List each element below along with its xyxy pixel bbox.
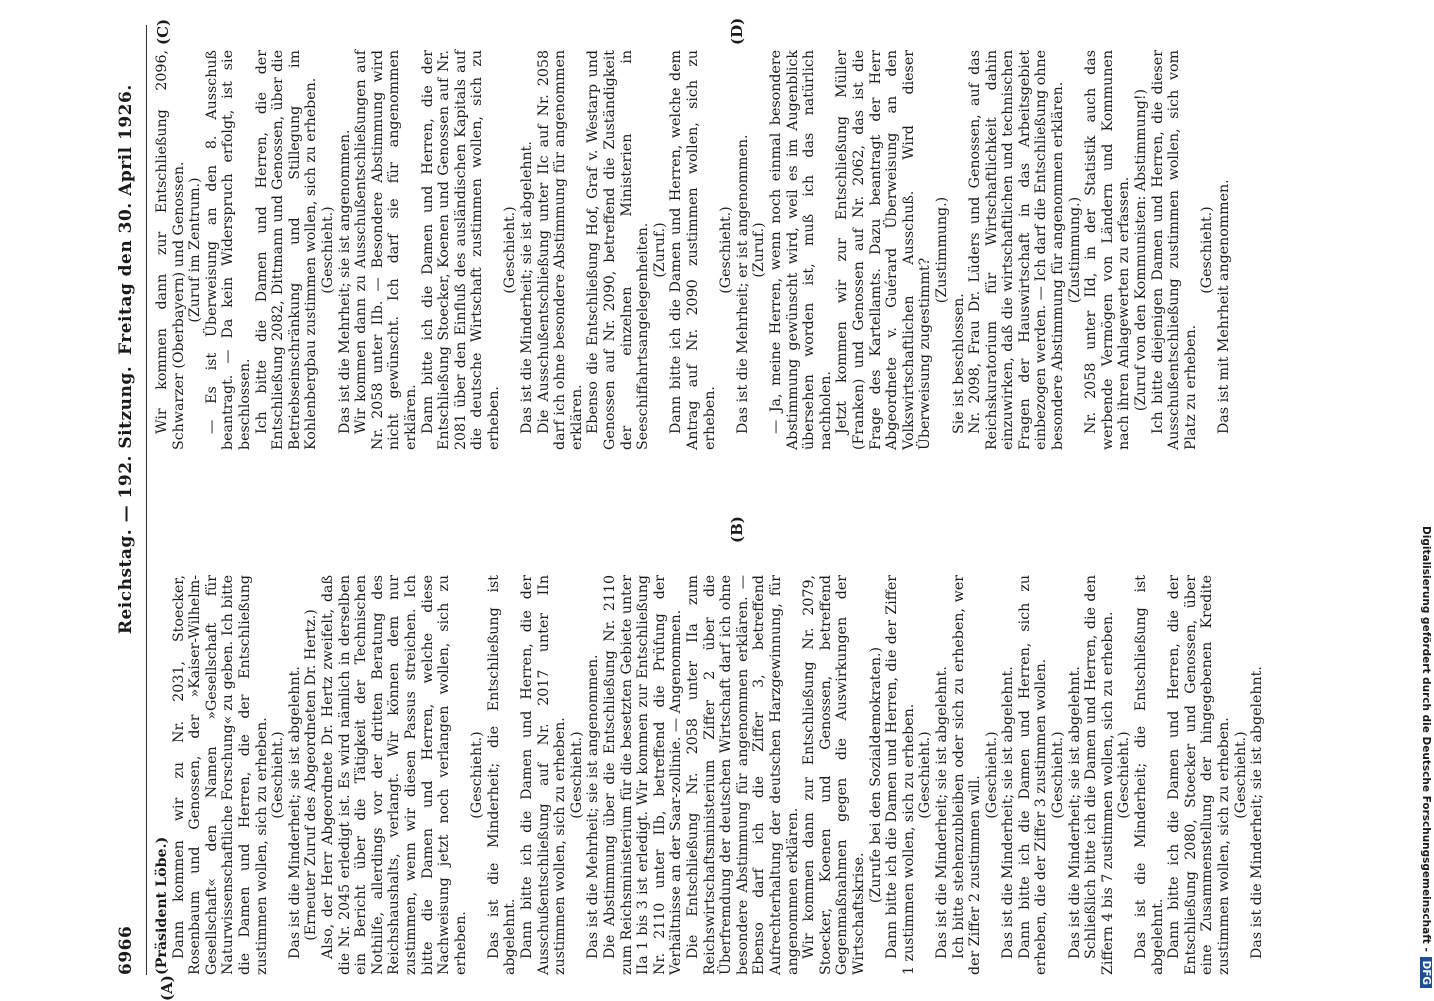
stage-direction: (Zurufe bei den Sozialdemokraten.) [867, 646, 884, 904]
digitization-text: Digitalisierung gefördert durch die Deutsche Forschungsgemeinschaft - [1420, 526, 1432, 952]
paragraph: Das ist die Minderheit; sie ist abgelehnt. [933, 666, 950, 959]
paragraph: Das ist die Minderheit; sie ist abgelehnt. [1249, 666, 1266, 959]
stage-direction: (Zuruf.) [651, 222, 668, 278]
paragraph: Dann bitte ich die Damen und Herren, die der Entschließung Stoecker, Koenen und Genossen auf Nr. 2081 über den Einfluß des ausländischen Kapitals auf die deutsche Wirtschaft zustimmen wollen, sich zu erheben. [419, 50, 502, 450]
paragraph: Dann bitte ich die Damen und Herren, die der Ziffer 1 zustimmen wollen, sich zu erheben. [884, 575, 917, 975]
right-column [154, 50, 1233, 450]
margin-mark-b: (B) [728, 516, 746, 543]
stage-direction: (Geschieht.) [1116, 731, 1133, 819]
stage-direction: (Geschieht.) [983, 731, 1000, 819]
paragraph: Nr. 2098, Frau Dr. Lüders und Genossen, auf das Reichskuratorium für Wirtschaftlichkeit dahin einzuwirken, daß die wirtschaftlichen und technischen Fragen der Hauswirtschaft in das Arbeitsgebiet einbezogen werden. — Ich darf die Entschließung ohne besondere Abstimmung für angenommen erklären. [967, 50, 1067, 450]
paragraph: Dann bitte ich die Damen und Herren, welche dem Antrag auf Nr. 2090 zustimmen wollen, sich zu erheben. [668, 50, 718, 450]
paragraph: Die Entschließung Nr. 2058 unter IIa zum Reichswirtschaftsministerium Ziffer 2 über die Überfremdung der deutschen Wirtschaft darf ich ohne besondere Abstimmung für angenommen erklären. — Ebenso darf ich die Ziffer 3, betreffend Aufrechterhaltung der deutschen Harzgewinnung, für angenommen erklären. [685, 575, 801, 975]
stage-direction: (Zuruf von den Kommunisten: Abstimmung!) [1133, 88, 1150, 412]
stage-direction: (Geschieht.) [568, 731, 585, 819]
paragraph: Dann bitte ich die Damen und Herren, die der Entschließung 2080, Stoecker und Genossen, über eine Zusammenstellung der hingegebenen Kredite zustimmen wollen, sich zu erheben. [1166, 575, 1232, 975]
paragraph: Wir kommen dann zur Entschließung Nr. 2079, Stoecker, Koenen und Genossen, betreffend Gegenmaßnahmen gegen die Auswirkungen der Wirtschaftskrise. [801, 575, 867, 975]
speaker-heading: (Präsident Löbe.) [154, 836, 170, 975]
paragraph: Schließlich bitte ich die Damen und Herren, die den Ziffern 4 bis 7 zustimmen wollen, sich zu erheben. [1083, 575, 1116, 975]
paragraph: Sie ist beschlossen. [950, 293, 967, 434]
paragraph: Jetzt kommen wir zur Entschließung Müller (Franken) und Genossen auf Nr. 2062, das ist die Frage des Kartellamts. Dazu beantragt der Herr Abgeordnete v. Guérard Überweisung an den Volkswirtschaftlichen Ausschuß. Wird dieser Überweisung zugestimmt? [834, 50, 934, 450]
stage-direction: (Erneuter Zuruf des Abgeordneten Dr. Hertz.) [303, 609, 320, 941]
stage-direction: (Geschieht.) [270, 731, 287, 819]
paragraph: Also, der Herr Abgeordnete Dr. Hertz zweifelt, daß die Nr. 2045 erledigt ist. Es wird nämlich in derselben ein Bericht über die Tätigkeit der Technischen Nothilfe, allerdings vor der dritten Beratung des Reichshaushalts, verlangt. Wir können dem nur zustimmen, wenn wir diesen Passus streichen. Ich bitte die Damen und Herren, welche diese Nachweisung jetzt noch verlangen wollen, sich zu erheben. [319, 575, 469, 975]
margin-mark-a: (A) [158, 975, 176, 1001]
page-number: 6966 [116, 925, 136, 975]
paragraph: Das ist die Minderheit; sie ist abgelehnt. [1000, 666, 1017, 959]
stage-direction: (Geschieht.) [319, 206, 336, 294]
paragraph: Ich bitte stehenzubleiben oder sich zu erheben, wer der Ziffer 2 zustimmen will. [950, 575, 984, 975]
paragraph: Das ist die Mehrheit; er ist angenommen. [734, 134, 751, 434]
paragraph: Das ist die Minderheit; die Entschließung ist abgelehnt. [1133, 575, 1166, 975]
stage-direction: (Geschieht.) [1232, 731, 1249, 819]
left-column [154, 575, 1266, 975]
paragraph: Ich bitte diejenigen Damen und Herren, die dieser Ausschußentschließung zustimmen wollen, sich vom Platz zu erheben. [1149, 50, 1199, 450]
paragraph: Dann bitte ich die Damen und Herren, sich zu erheben, die der Ziffer 3 zustimmen wollen. [1016, 575, 1050, 975]
paragraph: Das ist mit Mehrheit angenommen. [1216, 179, 1232, 434]
paragraph: Das ist die Minderheit; sie ist abgelehnt. [1066, 666, 1083, 959]
stage-direction: (Zustimmung.) [933, 196, 950, 304]
stage-direction: (Zuruf.) [751, 222, 768, 278]
paragraph: Das ist die Mehrheit; sie ist angenommen. [585, 654, 602, 959]
paragraph: Wir kommen dann zur Entschließung 2096, Schwarzer (Oberbayern) und Genossen. [154, 50, 187, 450]
header-rule [146, 25, 147, 975]
paragraph: Wir kommen dann zu Ausschußentschließungen auf Nr. 2058 unter IIb. — Besondere Abstimmung wird nicht gewünscht. Ich darf sie für angenommen erklären. [353, 50, 419, 450]
stage-direction: (Geschieht.) [917, 731, 934, 819]
dfg-logo: DFG [1420, 957, 1432, 988]
paragraph: Dann kommen wir zu Nr. 2031, Stoecker, Rosenbaum und Genossen, der »Kaiser-Wilhelm-Gesellschaft« den Namen »Gesellschaft für Naturwissenschaftliche Forschung« zu geben. Ich bitte die Damen und Herren, die der Entschließung zustimmen wollen, sich zu erheben. [170, 575, 270, 975]
stage-direction: (Geschieht.) [1050, 731, 1067, 819]
digitization-note [1418, 8, 1432, 988]
paragraph: Die Ausschußentschließung unter IIc auf Nr. 2058 darf ich ohne besondere Abstimmung für angenommen erklären. [535, 50, 585, 450]
paragraph: Das ist die Mehrheit; sie ist angenommen. [336, 129, 353, 434]
paragraph: Das ist die Minderheit; sie ist abgelehnt. [286, 666, 303, 959]
margin-mark-d: (D) [728, 17, 746, 45]
stage-direction: (Geschieht.) [502, 206, 519, 294]
paragraph: Ebenso die Entschließung Hof, Graf v. Westarp und Genossen auf Nr. 2090, betreffend die Zuständigkeit der einzelnen Ministerien in Seeschiffahrtsangelegenheiten. [585, 50, 652, 450]
paragraph: — Ja, meine Herren, wenn noch einmal besondere Abstimmung gewünscht wird, weil es im Augenblick übersehen worden ist, muß ich das natürlich nachholen. [767, 50, 834, 450]
stage-direction: (Geschieht.) [1199, 206, 1216, 294]
paragraph: Nr. 2058 unter IId, in der Statistik auch das werbende Vermögen von Ländern und Kommunen nach ihren Anlagewerten zu erfassen. [1083, 50, 1133, 450]
stage-direction: (Geschieht.) [469, 731, 486, 819]
paragraph: — Es ist Überweisung an den 8. Ausschuß beantragt. — Da kein Widerspruch erfolgt, ist sie beschlossen. [203, 50, 253, 450]
document-page [88, 17, 1348, 1001]
paragraph: Das ist die Minderheit; sie ist abgelehnt. [519, 141, 536, 434]
stage-direction: (Zustimmung.) [1066, 196, 1083, 304]
margin-mark-c: (C) [154, 18, 172, 45]
paragraph: Die Abstimmung über die Entschließung Nr. 2110 zum Reichsministerium für die besetzten Gebiete unter IIa 1 bis 3 ist erledigt. Wir kommen zur Entschließung Nr. 2110 unter IIb, betreffend die Prüfung der Verhältnisse an der Saar-zollinie. — Angenommen. [602, 575, 685, 975]
stage-direction: (Zuruf im Zentrum.) [187, 177, 204, 323]
page-header [116, 25, 146, 975]
paragraph: Ich bitte die Damen und Herren, die der Entschließung 2082, Dittmann und Genossen, über die Betriebseinschränkung und Stillegung im Kohlenbergbau zustimmen wollen, sich zu erheben. [253, 50, 320, 450]
paragraph: Dann bitte ich die Damen und Herren, die der Ausschußentschließung auf Nr. 2017 unter IIn zustimmen wollen, sich zu erheben. [519, 575, 569, 975]
paragraph: Das ist die Minderheit; die Entschließung ist abgelehnt. [485, 575, 519, 975]
stage-direction: (Geschieht.) [718, 206, 735, 294]
session-date: Freitag den 30. April 1926. [116, 84, 136, 355]
session-title: Reichstag. — 192. Sitzung. [116, 365, 136, 635]
